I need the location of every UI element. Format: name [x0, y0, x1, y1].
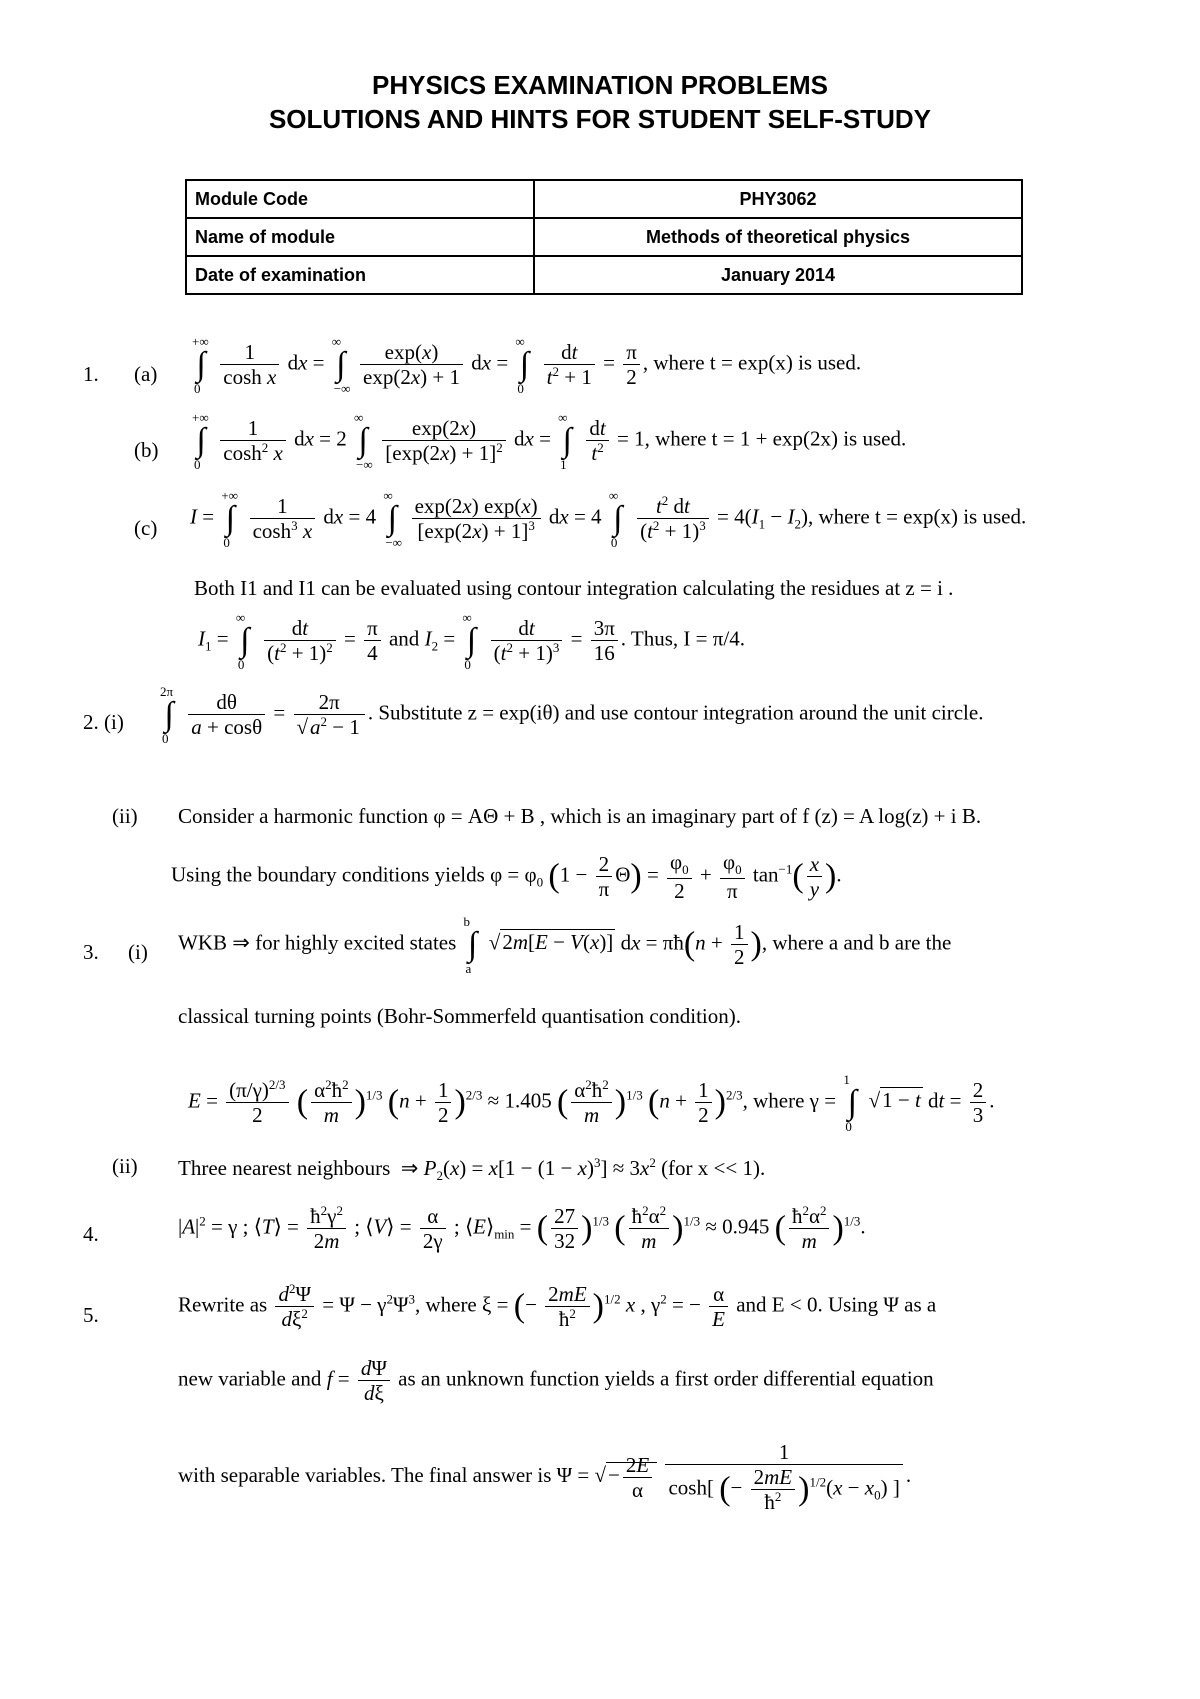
problem-1b-label: (b): [134, 438, 159, 462]
equation-3-energy: E = $\frac{(\pi/\gamma)^{2/3}}{2}$ ( $\frac{\alpha^2ħ^2}{m}$ )$^{1/3}$ (n + $\frac{1}{2}$ )$^{2/3}$ ≈ 1.405 ( $\frac{\alpha^2ħ^2}{m}$ )$^{1/3}$ (n + $\frac{1}{2}$ )$^{2/3}$, where γ = ∫ 1 0 √1 − t dt = $\frac{2}{3}$ .: [188, 1071, 995, 1134]
problem-2ii-bc: Using the boundary conditions yields: [171, 862, 485, 887]
equation-1b-note: , where t = 1 + exp(2x) is used.: [644, 426, 907, 451]
equation-1a-note: , where t = exp(x) is used.: [642, 350, 862, 375]
equation-5-rewrite: Rewrite as $\frac{d^2\Psi}{d\xi^2}$ = $\Psi - \gamma^2\Psi^3$, where ξ = (− $\frac{2mE}{ħ^2}$ )$^{1/2}$ x , $\gamma^2$ = − $\frac{\alpha}{E}$ and E < 0. Using Ψ as a: [178, 1281, 937, 1332]
problem-3i-line2: classical turning points (Bohr-Sommerfeld quantisation condition).: [178, 1004, 741, 1028]
equation-3-where: , where γ =: [742, 1088, 837, 1113]
problem-5-rewrite: Rewrite as: [178, 1292, 268, 1317]
table-row: [186, 218, 1022, 256]
problem-3i-label: (i): [128, 940, 148, 964]
problem-5-number: 5.: [83, 1303, 99, 1327]
table-value: Methods of theoretical physics: [534, 218, 1022, 256]
module-info-table: [185, 179, 1023, 295]
equation-2ii: Using the boundary conditions yields $\varphi = \varphi_0$ (1 − $\frac{2}{\pi}$ Θ) = $\frac{\varphi_0}{2}$ + $\frac{\varphi_0}{\pi}$ $\tan^{-1}$( $\frac{x}{y}$ ).: [171, 850, 842, 904]
equation-3ii: Three nearest neighbours ⇒ $P_2(x) = x[1 - (1 - x)^3] \approx 3x^2$ (for x << 1).: [178, 1155, 766, 1184]
problem-3ii-text: Three nearest neighbours: [178, 1156, 391, 1180]
table-row: [186, 256, 1022, 294]
problem-3ii-label: (ii): [112, 1154, 138, 1178]
problem-1a-label: (a): [134, 362, 158, 386]
table-row: [186, 180, 1022, 218]
problem-4-number: 4.: [83, 1222, 99, 1246]
equation-2i-note: . Substitute z = exp(iθ) and use contour integration around the unit circle.: [367, 700, 984, 725]
problem-5-and: and E < 0. Using Ψ as a: [736, 1292, 937, 1317]
problem-1-number: 1.: [83, 362, 99, 386]
problem-3-number: 3.: [83, 940, 99, 964]
equation-1-residues: $I_1$ = ∫ ∞ 0 $\frac{dt}{(t^2 + 1)^2}$ = $\frac{\pi}{4}$ and $I_2$ = ∫ ∞ 0 $\frac{dt}{(t^2 + 1)^3}$ = $\frac{3\pi}{16}$ . Thus, I = π/4.: [198, 609, 745, 672]
problem-2ii-label: (ii): [112, 804, 138, 828]
table-label: Name of module: [186, 218, 534, 256]
problem-2-number: 2. (i): [83, 710, 124, 734]
problem-3ii-tail: (for x << 1).: [661, 1156, 766, 1180]
problem-5-where: , where: [414, 1292, 477, 1317]
equation-3i: WKB ⇒ for highly excited states ∫ b a √2m[E − V(x)] dx = πħ(n + $\frac{1}{2}$ ), where a and b are the: [178, 913, 952, 976]
problem-5-line2a: new variable and: [178, 1366, 322, 1391]
equation-1b: ∫ +∞ 0 $\frac{1}{\cosh^2 x}$ dx = 2 ∫ ∞ −∞ $\frac{\exp(2x)}{[\exp(2x) + 1]^2}$ dx = ∫ ∞ 1 $\frac{dt}{t^2}$ = 1, where t = 1 + exp(2x) is used.: [192, 409, 907, 472]
equation-1c: I = ∫ +∞ 0 $\frac{1}{\cosh^3 x}$ dx = 4 ∫ ∞ −∞ $\frac{\exp(2x) \exp(x)}{[\exp(2x) + 1]^3}$ dx = 4 ∫ ∞ 0 $\frac{t^2 dt}{(t^2 + 1)^3}$ = $4(I_1 - I_2)$, where t = exp(x) is used.: [190, 487, 1027, 550]
equation-1-thus: . Thus, I = π/4.: [620, 626, 745, 651]
table-label: Module Code: [186, 180, 534, 218]
equation-5-newvar: new variable and f = $\frac{d\Psi}{d\xi}$ as an unknown function yields a first order differential equation: [178, 1356, 934, 1406]
table-label: Date of examination: [186, 256, 534, 294]
problem-5-line2b: as an unknown function yields a first order differential equation: [398, 1366, 934, 1391]
problem-3i-tail: , where a and b are the: [761, 930, 952, 955]
title-line-2: SOLUTIONS AND HINTS FOR STUDENT SELF-STUDY: [268, 104, 932, 134]
equation-1a: ∫ +∞ 0 $\frac{1}{\text{cosh x}}$ dx = ∫ ∞ −∞ $\frac{\exp(x)}{\exp(2x) + 1}$ dx = ∫ ∞ 0 $\frac{dt}{t^2 + 1}$ = $\frac{\pi}{2}$ , where t = exp(x) is used.: [192, 333, 862, 396]
equation-4: $|A|^2 = \gamma$ ; ⟨T⟩ = $\frac{ħ^2\gamma^2}{2m}$ ; ⟨V⟩ = $\frac{\alpha}{2\gamma}$ ; $⟨E⟩_{min}$ = ( $\frac{27}{32}$ )$^{1/3}$ ( $\frac{ħ^2\alpha^2}{m}$ )$^{1/3}$ ≈ 0.945 ( $\frac{ħ^2\alpha^2}{m}$ )$^{1/3}$.: [178, 1203, 866, 1254]
problem-1c-label: (c): [134, 516, 158, 540]
problem-2ii-text: Consider a harmonic function φ = AΘ + B , which is an imaginary part of f (z) = A log(z) + i B.: [178, 804, 982, 828]
title-line-1: PHYSICS EXAMINATION PROBLEMS: [371, 70, 828, 100]
equation-1c-note: , where t = exp(x) is used.: [807, 504, 1027, 529]
equation-5-answer: with separable variables. The final answer is Ψ = √− $\frac{2E}{\alpha}$ 1 cosh[ (− $\frac{2mE}{ħ^2}$ )$^{1/2}(x - x_0)$ ] .: [178, 1440, 912, 1515]
table-value: January 2014: [534, 256, 1022, 294]
problem-5-line3: with separable variables. The final answer is: [178, 1463, 552, 1488]
problem-1-both-text: Both I1 and I1 can be evaluated using contour integration calculating the residues at z = i .: [194, 576, 954, 600]
table-value: PHY3062: [534, 180, 1022, 218]
problem-3i-text: WKB ⇒ for highly excited states: [178, 930, 457, 955]
equation-2i: ∫ 2π 0 $\frac{d\theta}{a + \cos\theta}$ = $\frac{2\pi}{√a^2 - 1}$ . Substitute z = exp(iθ) and use contour integration around the unit circle.: [160, 683, 984, 746]
